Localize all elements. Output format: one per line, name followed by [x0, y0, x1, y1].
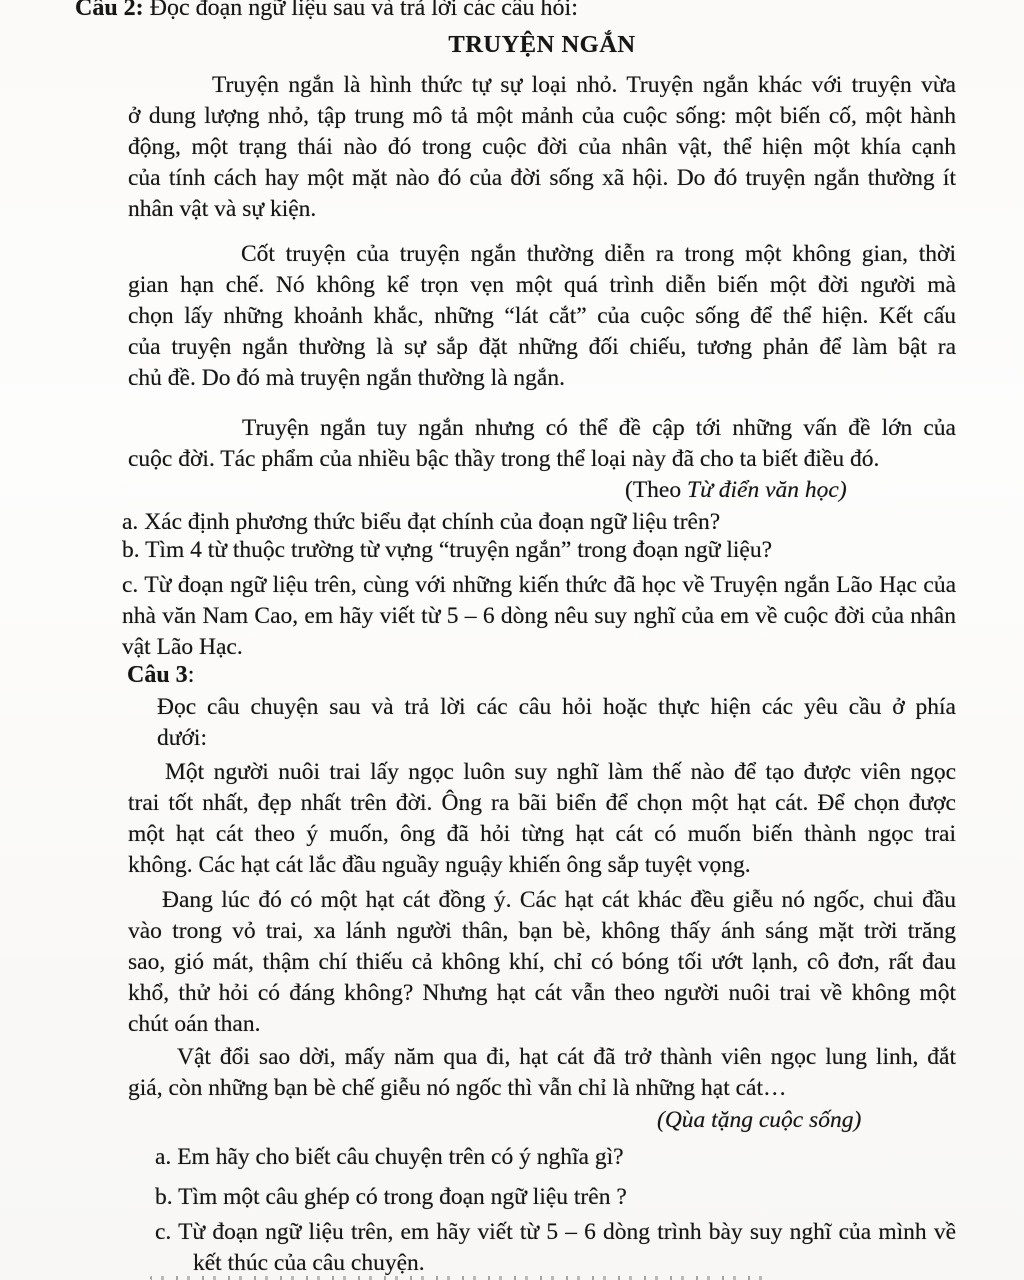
text-line: một hạt cát theo ý muốn, ông đã hỏi từng hạt cát có muốn biến thành ngọc trai	[128, 821, 956, 847]
question-text: Em hãy cho biết câu chuyện trên có ý nghĩa gì?	[177, 1144, 624, 1170]
text-line: cuộc đời. Tác phẩm của nhiều bậc thầy trong thể loại này đã cho ta biết điều đó.	[128, 446, 880, 472]
text-line: của tính cách hay một mặt nào đó của đời sống xã hội. Do đó truyện ngắn thường ít	[128, 165, 956, 191]
text-line: Truyện ngắn tuy ngắn nhưng có thể đề cập tới những vấn đề lớn của	[242, 415, 956, 441]
text-line: gian hạn chế. Nó không kể trọn vẹn một quá trình diễn biến một đời người mà	[128, 272, 956, 298]
question-text: Xác định phương thức biểu đạt chính của đoạn ngữ liệu trên?	[144, 509, 721, 535]
text-line: Truyện ngắn là hình thức tự sự loại nhỏ. Truyện ngắn khác với truyện vừa	[212, 72, 956, 98]
question-text: Tìm một câu ghép có trong đoạn ngữ liệu trên ?	[178, 1184, 627, 1210]
question-marker: b.	[122, 537, 140, 563]
text-line: kết thúc của câu chuyện.	[193, 1250, 425, 1276]
text-line: khổ, thử hỏi có đáng không? Nhưng hạt cát vẫn theo người nuôi trai về không một	[128, 980, 956, 1006]
attribution-prefix: (Theo	[625, 477, 682, 503]
cau3-intro	[157, 692, 956, 754]
text-line	[155, 1217, 956, 1248]
text-line: của truyện ngắn thường là sự sắp đặt những đối chiếu, tương phản để làm bật ra	[128, 334, 956, 360]
text-line: sao, gió mát, thậm chí thiếu cả không khí, chỉ có bóng tối ướt lạnh, cô đơn, rất đau	[128, 949, 956, 975]
text-line	[122, 570, 956, 601]
text-line: vật Lão Hạc.	[122, 634, 243, 660]
text-line: chút oán than.	[128, 1011, 261, 1037]
text-line: không. Các hạt cát lắc đầu nguầy nguậy khiến ông sắp tuyệt vọng.	[128, 852, 751, 878]
question-text: Tìm 4 từ thuộc trường từ vựng “truyện ngắn” trong đoạn ngữ liệu?	[145, 537, 773, 563]
cau2-question-b	[122, 535, 772, 566]
cau3-story-paragraph-1	[128, 757, 956, 881]
text-line: vào trong vỏ trai, xa lánh người thân, bạn bè, không thấy ánh sáng mặt trời trăng	[128, 918, 956, 944]
cau2-label: Câu 2:	[75, 0, 144, 21]
attribution-source-title: Từ điển văn học)	[687, 477, 847, 503]
cau3-story-paragraph-2	[128, 885, 956, 1040]
text-line: chọn lấy những khoảnh khắc, những “lát cắt” của cuộc sống để thể hiện. Kết cấu	[128, 303, 956, 329]
question-marker: c.	[155, 1219, 172, 1245]
text-line: động, một trạng thái nào đó trong cuộc đời của nhân vật, thể hiện một khía cạnh	[128, 134, 956, 160]
cau2-question-a	[122, 507, 720, 538]
text-line: dưới:	[157, 725, 207, 751]
text-line: nhà văn Nam Cao, em hãy viết từ 5 – 6 dòng nêu suy nghĩ của em về cuộc đời của nhân	[122, 603, 956, 629]
cau3-story-paragraph-3	[128, 1042, 956, 1104]
cau2-question-c	[122, 570, 956, 663]
question-text: Từ đoạn ngữ liệu trên, em hãy viết từ 5 – 6 dòng trình bày suy nghĩ của mình về	[178, 1219, 956, 1245]
text-line: Cốt truyện của truyện ngắn thường diễn ra trong một không gian, thời	[241, 241, 956, 267]
text-line: Vật đổi sao dời, mấy năm qua đi, hạt cát đã trở thành viên ngọc lung linh, đắt	[177, 1044, 956, 1070]
cau2-paragraph-1	[128, 70, 956, 225]
cau3-colon: :	[187, 662, 195, 688]
cau2-heading	[75, 0, 578, 24]
text-line: Một người nuôi trai lấy ngọc luôn suy nghĩ làm thế nào để tạo được viên ngọc	[165, 759, 956, 785]
cut-off-next-line-artifact	[150, 1276, 770, 1280]
text-line: trai tốt nhất, đẹp nhất trên đời. Ông ra bãi biển để chọn một hạt cát. Để chọn được	[128, 790, 956, 816]
cau2-paragraph-3	[128, 413, 956, 475]
question-marker: a.	[122, 509, 139, 535]
cau3-question-c	[155, 1217, 956, 1279]
text-line: nhân vật và sự kiện.	[128, 196, 317, 222]
cau2-source-attribution	[625, 475, 847, 506]
text-line: Đọc câu chuyện sau và trả lời các câu hỏi hoặc thực hiện các yêu cầu ở phía	[157, 694, 956, 720]
text-line: giá, còn những bạn bè chế giễu nó ngốc thì vẫn chỉ là những hạt cát…	[128, 1075, 787, 1101]
cau3-question-a	[155, 1142, 624, 1173]
question-marker: b.	[155, 1184, 173, 1210]
cau3-question-b	[155, 1182, 627, 1213]
cau2-paragraph-2	[128, 239, 956, 394]
cau2-prompt: Đọc đoạn ngữ liệu sau và trả lời các câu hỏi:	[149, 0, 578, 21]
text-line: Đang lúc đó có một hạt cát đồng ý. Các hạt cát khác đều giễu nó ngốc, chui đầu	[162, 887, 956, 913]
cau3-source-attribution: (Qùa tặng cuộc sống)	[657, 1107, 862, 1133]
cau3-heading	[127, 660, 194, 691]
question-marker: c.	[122, 572, 139, 598]
cau3-label: Câu 3	[127, 662, 188, 688]
text-line: chủ đề. Do đó mà truyện ngắn thường là ngắn.	[128, 365, 565, 391]
question-marker: a.	[155, 1144, 172, 1170]
text-line: ở dung lượng nhỏ, tập trung mô tả một mảnh của cuộc sống: một biến cố, một hành	[128, 103, 956, 129]
question-text: Từ đoạn ngữ liệu trên, cùng với những kiến thức đã học về Truyện ngắn Lão Hạc của	[144, 572, 956, 598]
passage-title: TRUYỆN NGẮN	[448, 31, 636, 58]
